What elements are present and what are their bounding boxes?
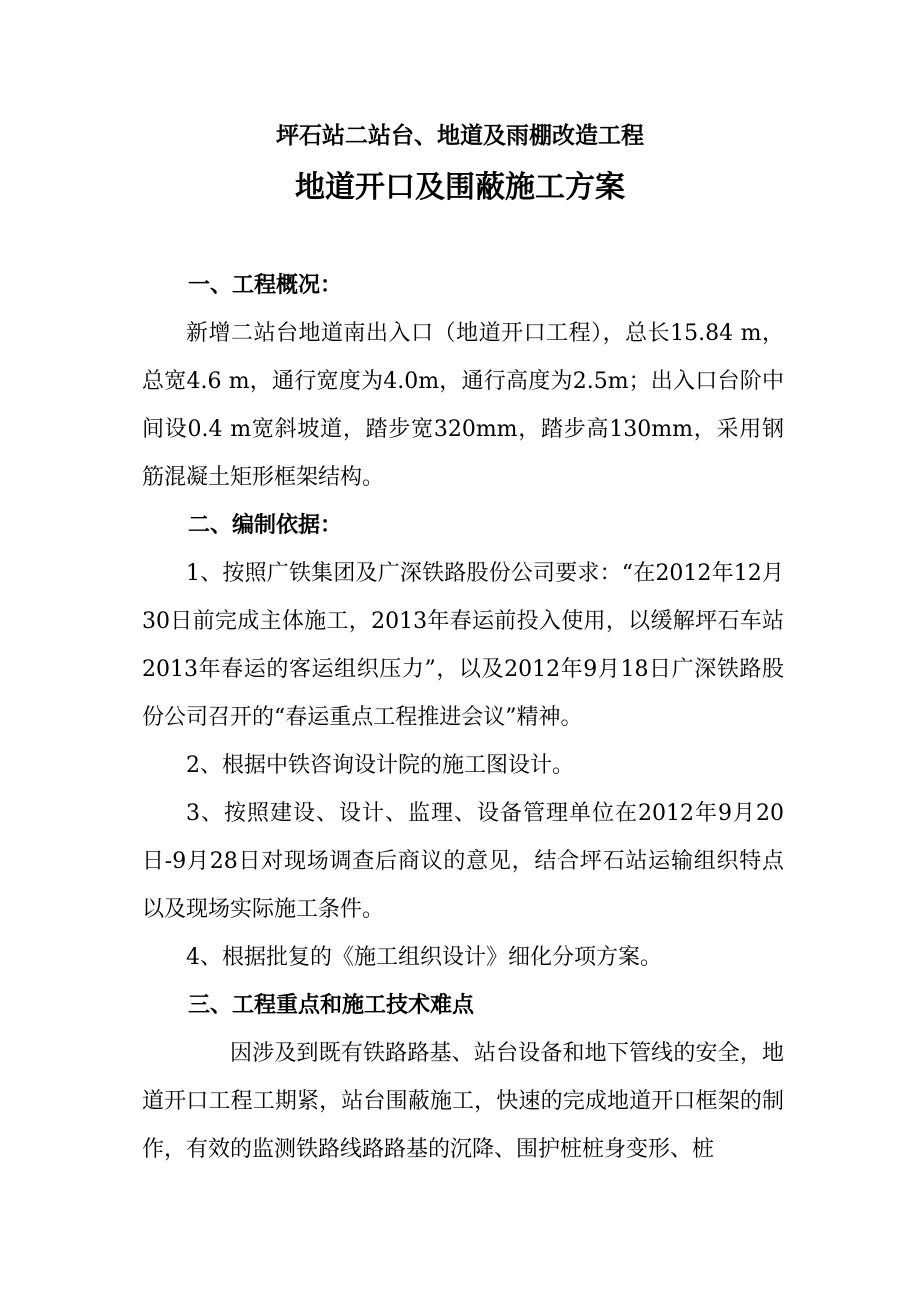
section-heading-basis: 二、编制依据：	[188, 513, 343, 538]
overview-paragraph: 新增二站台地道南出入口（地道开口工程），总长15.84 m，总宽4.6 m，通行宽度为4.0m，通行高度为2.5m；出入口台阶中间设0.4 m宽斜坡道，踏步宽320mm，踏步高130mm，采用钢筋混凝土矩形框架结构。	[142, 321, 784, 490]
section-heading-difficulties: 三、工程重点和施工技术难点	[188, 993, 475, 1018]
basis-item-2: 2、根据中铁咨询设计院的施工图设计。	[186, 753, 574, 778]
basis-item-4: 4、根据批复的《施工组织设计》细化分项方案。	[186, 945, 662, 970]
basis-item-3: 3、按照建设、设计、监理、设备管理单位在2012年9月20日-9月28日对现场调查后商议的意见，结合坪石站运输组织特点以及现场实际施工条件。	[142, 801, 784, 922]
document-body	[142, 262, 784, 1174]
difficulties-paragraph: 因涉及到既有铁路路基、站台设备和地下管线的安全，地道开口工程工期紧，站台围蔽施工，快速的完成地道开口框架的制作，有效的监测铁路线路路基的沉降、围护桩桩身变形、桩	[142, 1041, 784, 1162]
basis-item-1: 1、按照广铁集团及广深铁路股份公司要求：“在2012年12月30日前完成主体施工，2013年春运前投入使用，以缓解坪石车站2013年春运的客运组织压力”，以及2012年9月18日广深铁路股份公司召开的“春运重点工程推进会议”精神。	[142, 561, 784, 730]
project-title: 坪石站二站台、地道及雨棚改造工程	[276, 123, 644, 149]
plan-title: 地道开口及围蔽施工方案	[295, 170, 625, 205]
section-heading-overview: 一、工程概况：	[188, 273, 343, 298]
